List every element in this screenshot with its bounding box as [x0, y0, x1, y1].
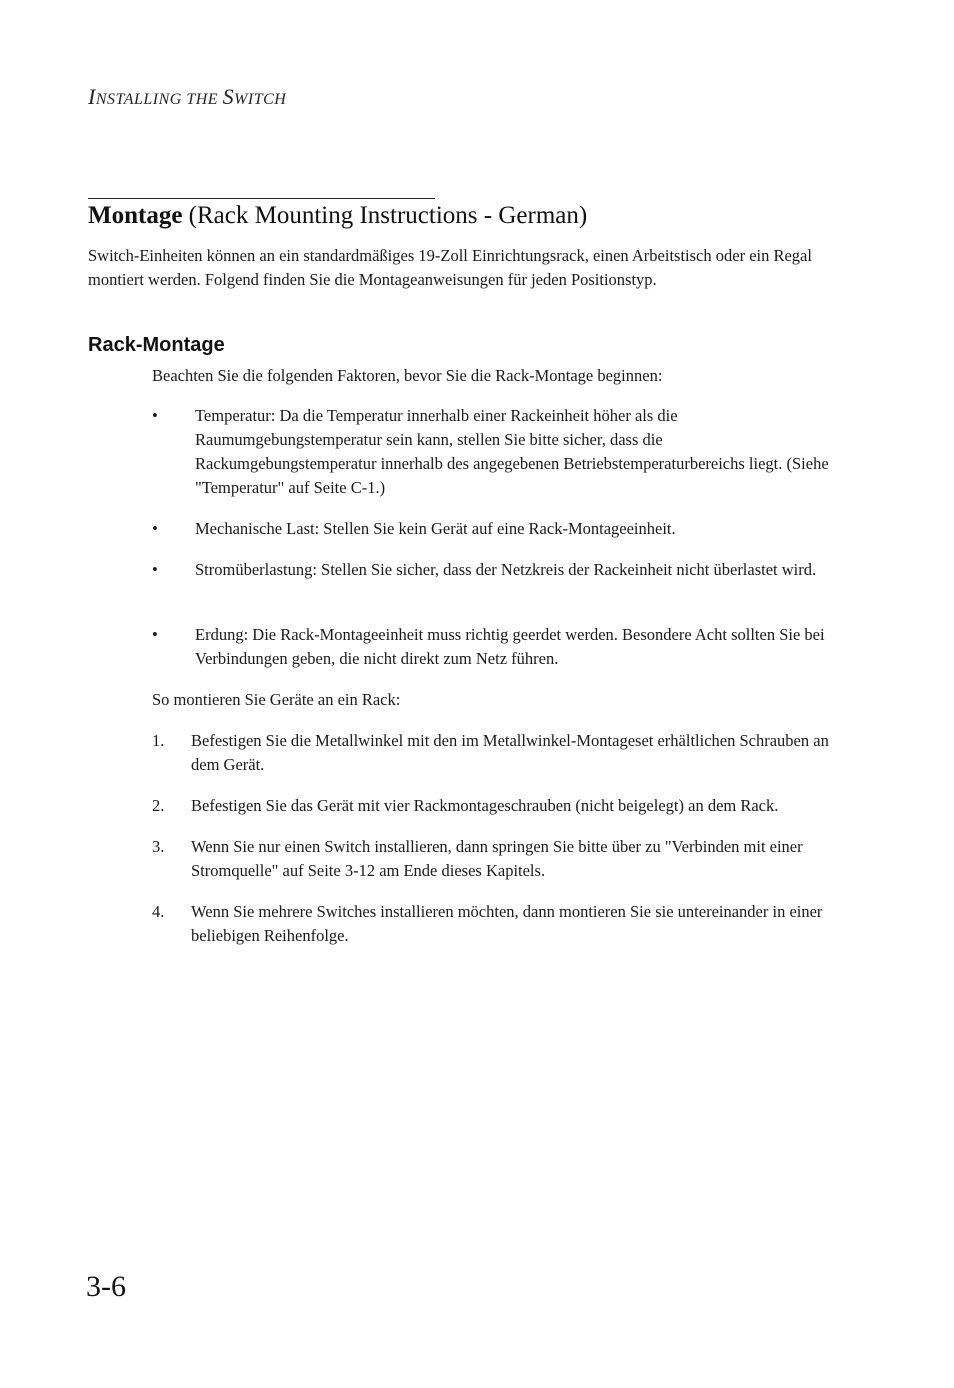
numbered-step [152, 835, 852, 883]
step-number: 1. [152, 731, 165, 750]
steps-intro: So montieren Sie Geräte an ein Rack: [152, 690, 401, 709]
numbered-step [152, 794, 852, 818]
bullet-marker: • [152, 560, 158, 579]
bullet-marker: • [152, 406, 158, 425]
step-text: Wenn Sie nur einen Switch installieren, dann springen Sie bitte über zu "Verbinden mit einer Stromquelle" auf Seite 3-12 am Ende dieses Kapitels. [191, 837, 803, 880]
header-initial-1: I [88, 84, 96, 109]
bullet-text: Temperatur: Da die Temperatur innerhalb einer Rackeinheit höher als die Raumumgebungstemperatur sein kann, stellen Sie bitte sicher, dass die Rackumgebungstemperatur innerhalb des angegebenen Betriebstemperaturbereichs liegt. (Siehe "Temperatur" auf Seite C-1.) [195, 406, 829, 497]
step-number: 3. [152, 837, 165, 856]
bullet-item [152, 404, 852, 500]
subsection-heading: Rack-Montage [88, 334, 225, 356]
step-text: Befestigen Sie das Gerät mit vier Rackmontageschrauben (nicht beigelegt) an dem Rack. [191, 796, 779, 815]
header-initial-2: S [222, 84, 235, 109]
bullet-text: Stromüberlastung: Stellen Sie sicher, dass der Netzkreis der Rackeinheit nicht überlastet wird. [195, 560, 817, 579]
bullet-marker: • [152, 519, 158, 538]
header-rest-1: NSTALLING THE [95, 91, 223, 108]
bullet-text: Mechanische Last: Stellen Sie kein Gerät auf eine Rack-Montageeinheit. [195, 519, 676, 538]
bullet-marker: • [152, 625, 158, 644]
bullet-text: Erdung: Die Rack-Montageeinheit muss richtig geerdet werden. Besondere Acht sollten Sie bei Verbindungen geben, die nicht direkt zum Netz führen. [195, 625, 825, 668]
bullet-item [152, 623, 852, 671]
numbered-step [152, 729, 852, 777]
section-title-bold: Montage [88, 202, 183, 229]
step-text: Wenn Sie mehrere Switches installieren möchten, dann montieren Sie sie untereinander in einer beliebigen Reihenfolge. [191, 902, 823, 945]
step-number: 2. [152, 796, 165, 815]
intro-paragraph: Switch-Einheiten können an ein standardmäßiges 19-Zoll Einrichtungsrack, einen Arbeitstisch oder ein Regal montiert werden. Folgend finden Sie die Montageanweisungen für jeden Positionstyp. [88, 246, 812, 289]
section-title [88, 202, 587, 230]
bullet-item [152, 517, 852, 541]
section-title-rest: (Rack Mounting Instructions - German) [182, 202, 588, 229]
header-rest-2: WITCH [234, 91, 287, 108]
page-number: 3-6 [86, 1270, 126, 1303]
title-rule [88, 198, 435, 199]
step-text: Befestigen Sie die Metallwinkel mit den im Metallwinkel-Montageset erhältlichen Schrauben an dem Gerät. [191, 731, 829, 774]
running-header [88, 84, 286, 110]
step-number: 4. [152, 902, 165, 921]
lead-paragraph: Beachten Sie die folgenden Faktoren, bevor Sie die Rack-Montage beginnen: [152, 366, 663, 385]
numbered-step [152, 900, 852, 948]
bullet-item [152, 558, 852, 582]
